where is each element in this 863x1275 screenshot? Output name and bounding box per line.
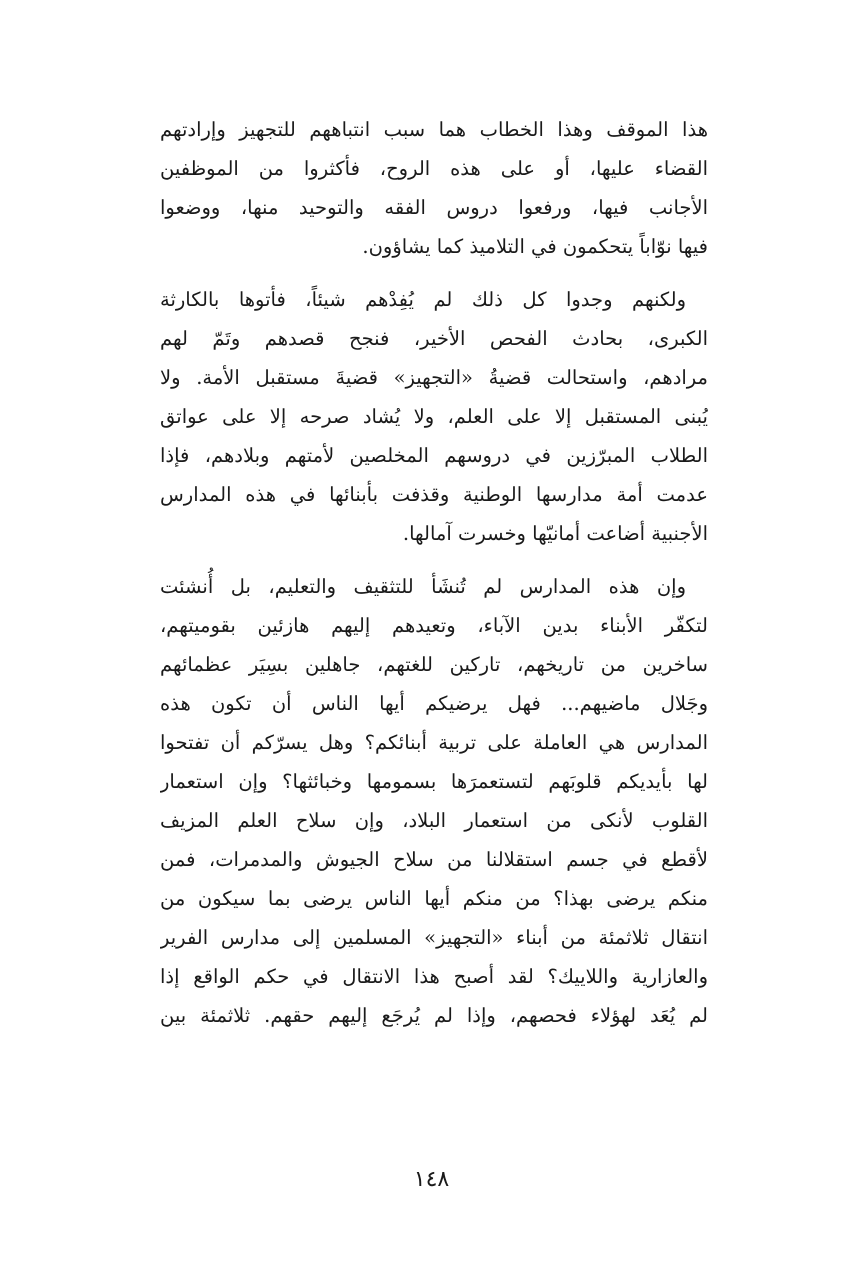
paragraph [160, 110, 708, 266]
text-line: القضاء عليها، أو على هذه الروح، فأكثروا من الموظفين [160, 157, 708, 180]
text-line: الأجنبية أضاعت أمانيّها وخسرت آمالها. [402, 522, 708, 545]
text-line: القلوب لأنكى من استعمار البلاد، وإن سلاح العلم المزيف [160, 809, 708, 832]
text-line: منكم يرضى بهذا؟ من منكم أيها الناس يرضى بما سيكون من [160, 887, 708, 910]
text-line: ولكنهم وجدوا كل ذلك لم يُفِدْهم شيئاً، فأتوها بالكارثة [160, 288, 686, 311]
paragraph [160, 567, 708, 1035]
text-line: لتكفّر الأبناء بدين الآباء، وتعيدهم إليهم هازئين بقوميتهم، [160, 614, 708, 637]
text-line: يُبنى المستقبل إلا على العلم، ولا يُشاد صرحه إلا على عواتق [160, 405, 708, 428]
text-line: لها بأيديكم قلوبَهم لتستعمرَها بسمومها وخبائثها؟ وإن استعمار [160, 770, 708, 793]
text-line: فيها نوّاباً يتحكمون في التلاميذ كما يشاؤون. [362, 235, 708, 258]
text-line: مرادهم، واستحالت قضيةُ «التجهيز» قضيةَ مستقبل الأمة. ولا [160, 366, 708, 389]
text-line: الأجانب فيها، ورفعوا دروس الفقه والتوحيد منها، ووضعوا [160, 196, 708, 219]
page-number: ١٤٨ [413, 1167, 450, 1192]
text-line: وإن هذه المدارس لم تُنشَأ للتثقيف والتعليم، بل أُنشئت [160, 575, 686, 598]
text-line: والعازارية واللاييك؟ لقد أصبح هذا الانتقال في حكم الواقع إذا [160, 965, 708, 988]
text-line: المدارس هي العاملة على تربية أبنائكم؟ وهل يسرّكم أن تفتحوا [160, 731, 708, 754]
body-text [160, 110, 708, 1049]
text-line: وجَلال ماضيهم... فهل يرضيكم أيها الناس أن تكون هذه [160, 692, 708, 715]
text-line: الطلاب المبرّزين في دروسهم المخلصين لأمتهم وبلادهم، فإذا [160, 444, 708, 467]
paragraph [160, 280, 708, 553]
text-line: هذا الموقف وهذا الخطاب هما سبب انتباههم للتجهيز وإرادتهم [160, 118, 708, 141]
text-line: الكبرى، بحادث الفحص الأخير، فنجح قصدهم وتَمّ لهم [160, 327, 708, 350]
text-line: لأقطع في جسم استقلالنا من سلاح الجيوش والمدمرات، فمن [160, 848, 708, 871]
text-line: عدمت أمة مدارسها الوطنية وقذفت بأبنائها في هذه المدارس [160, 483, 708, 506]
text-line: ساخرين من تاريخهم، تاركين للغتهم، جاهلين بسِيَر عظمائهم [160, 653, 708, 676]
text-line: انتقال ثلاثمئة من أبناء «التجهيز» المسلمين إلى مدارس الفرير [160, 926, 708, 949]
text-line: لم يُعَد لهؤلاء فحصهم، وإذا لم يُرجَع إليهم حقهم. ثلاثمئة بين [160, 1004, 708, 1027]
